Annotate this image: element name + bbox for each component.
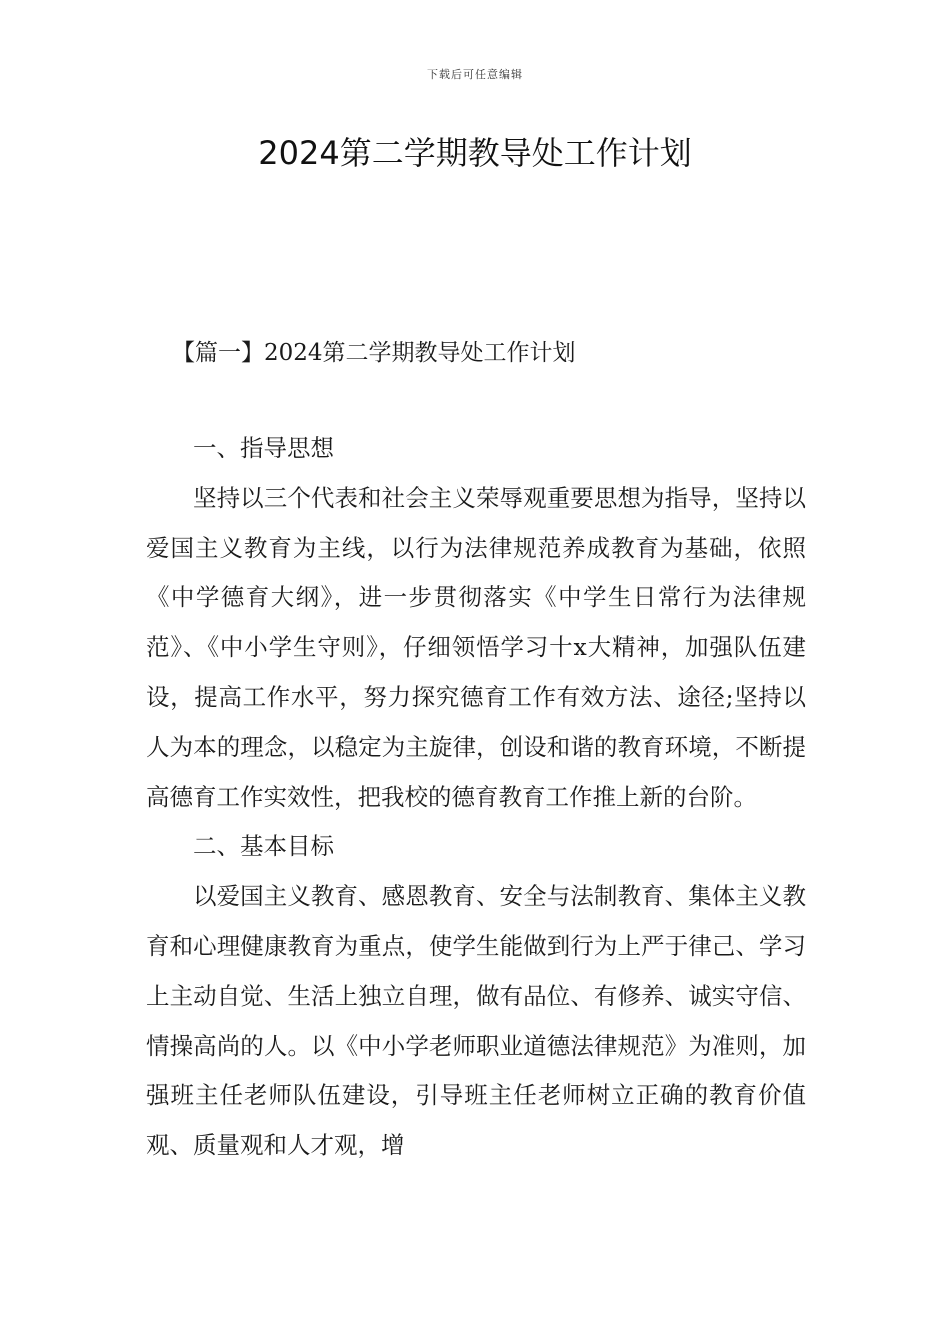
- document-title: 2024第二学期教导处工作计划: [258, 134, 692, 172]
- section-title: 【篇一】2024第二学期教导处工作计划: [172, 340, 576, 366]
- paragraph-basic-goals: 以爱国主义教育、感恩教育、安全与法制教育、集体主义教育和心理健康教育为重点，使学生能做到行为上严于律己、学习上主动自觉、生活上独立自理，做有品位、有修养、诚实守信、情操高尚的人。以《中小学老师职业道德法律规范》为准则，加强班主任老师队伍建设，引导班主任老师树立正确的教育价值观、质量观和人才观，增: [146, 882, 806, 1160]
- paragraph-guiding-ideology: 坚持以三个代表和社会主义荣辱观重要思想为指导，坚持以爱国主义教育为主线，以行为法律规范养成教育为基础，依照《中学德育大纲》，进一步贯彻落实《中学生日常行为法律规范》、《中小学生守则》，仔细领悟学习十x大精神，加强队伍建设，提高工作水平，努力探究德育工作有效方法、途径;坚持以人为本的理念，以稳定为主旋律，创设和谐的教育环境，不断提高德育工作实效性，把我校的德育教育工作推上新的台阶。: [146, 483, 806, 811]
- heading-guiding-ideology: 一、指导思想: [193, 434, 334, 462]
- heading-basic-goals: 二、基本目标: [193, 832, 334, 861]
- header-note: 下载后可任意编辑: [427, 68, 523, 81]
- document-body: [146, 424, 806, 1171]
